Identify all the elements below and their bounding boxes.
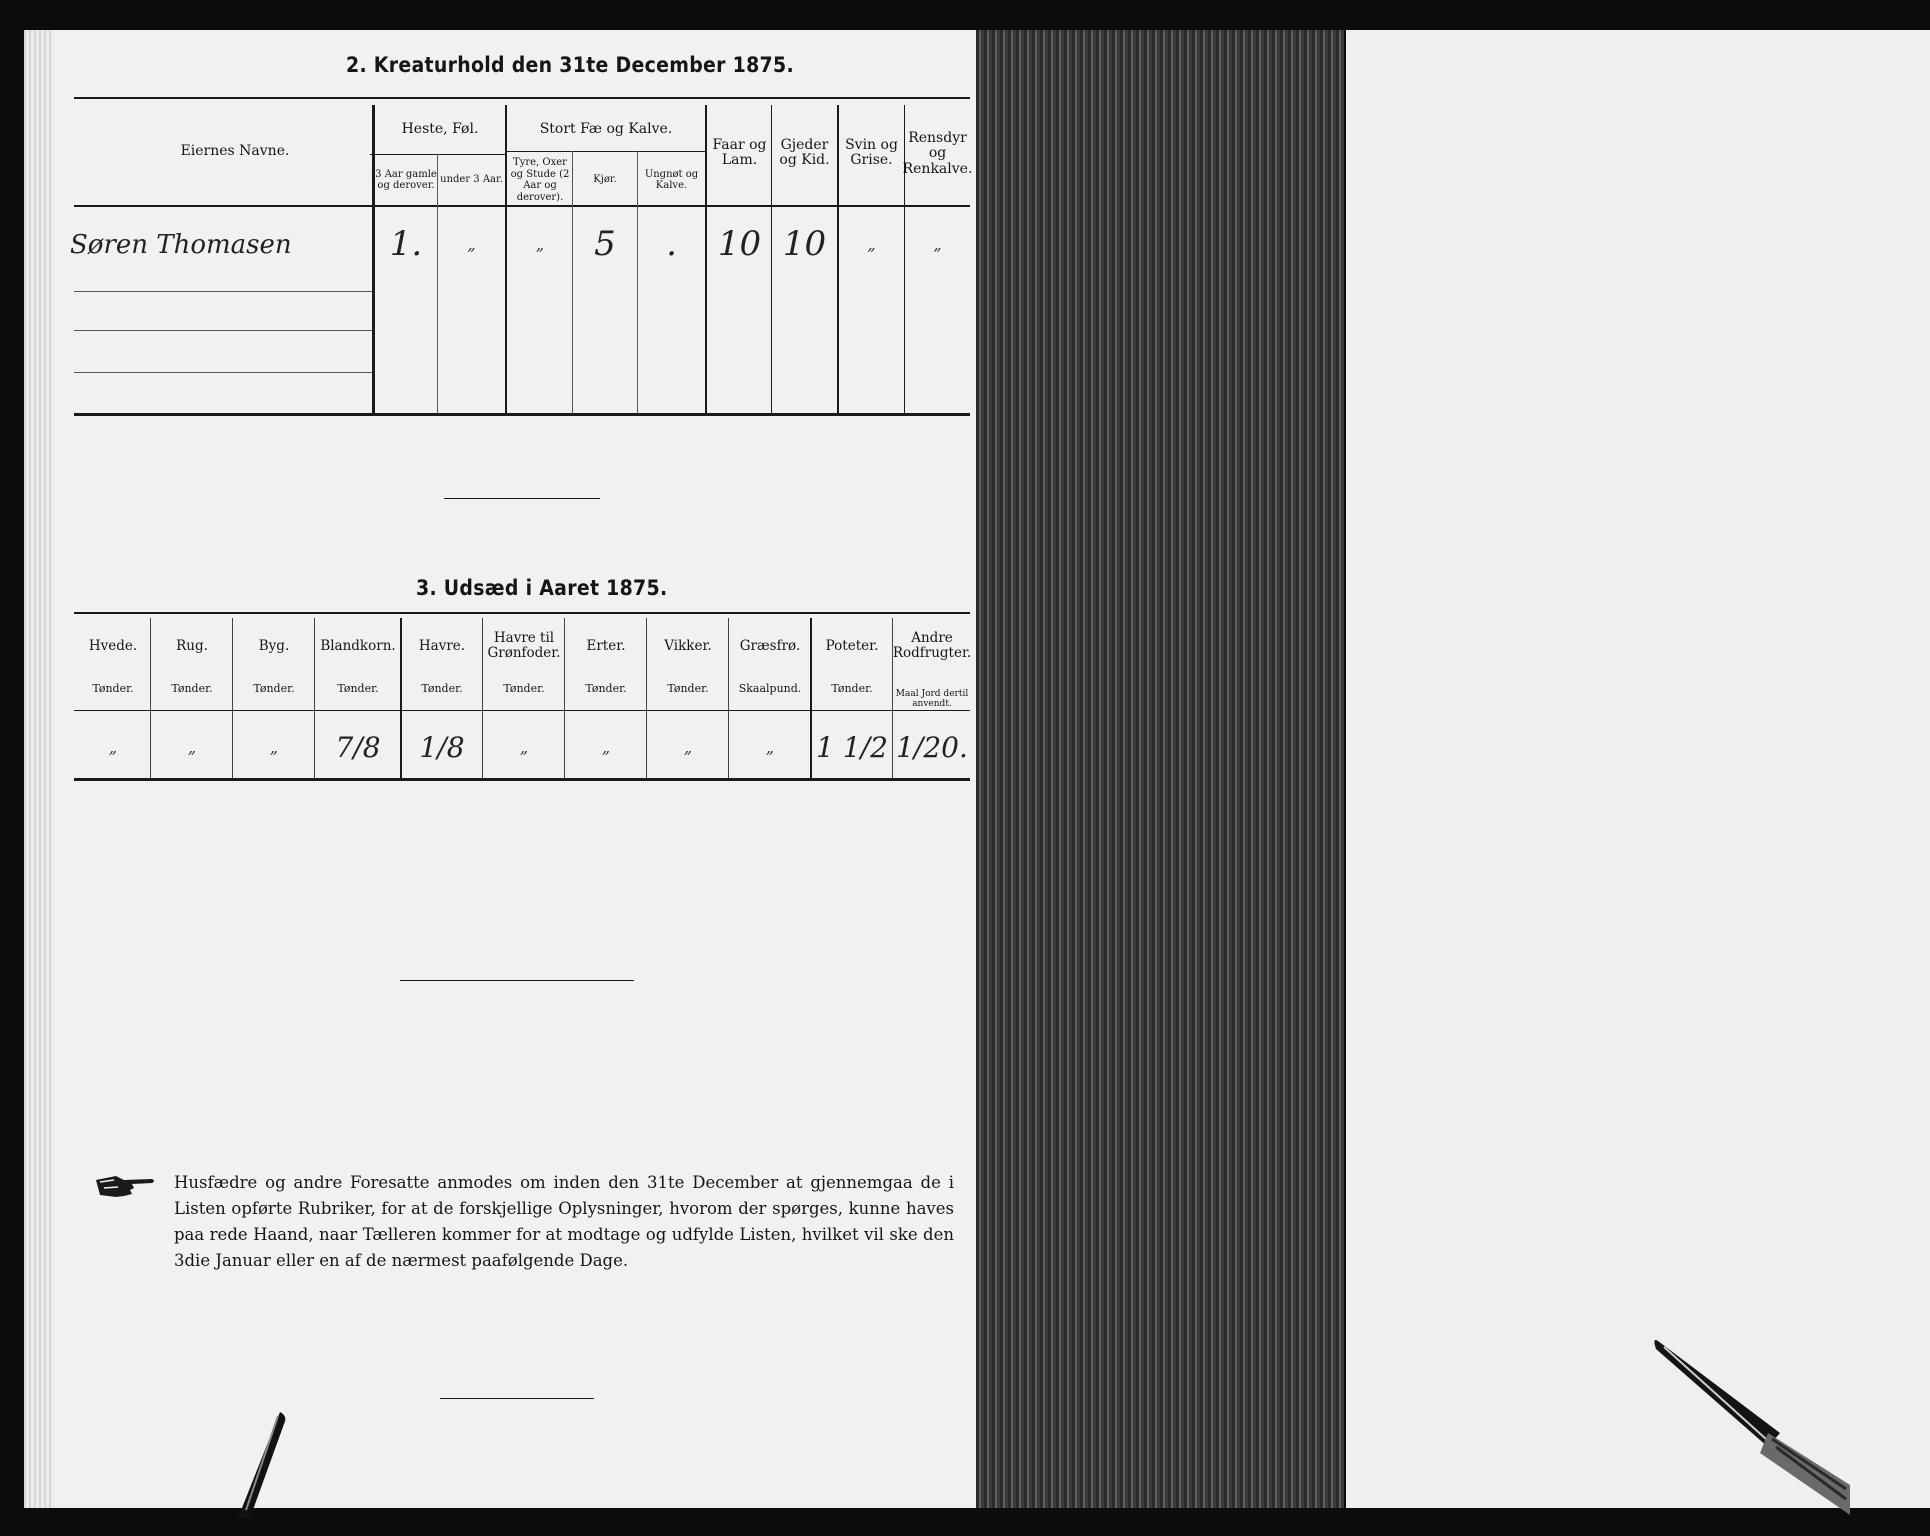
crop-header: Andre Rodfrugter. [892, 630, 972, 661]
crop-value: „ [683, 738, 693, 758]
crop-unit: Tønder. [503, 681, 545, 695]
crop-value: „ [765, 738, 775, 758]
calves-value: . [666, 224, 677, 265]
crop-value: „ [187, 738, 197, 758]
header-reindeer: Rensdyr og Renkalve. [902, 129, 973, 177]
header-cattle: Stort Fæ og Kalve. [539, 121, 673, 138]
page-edge [24, 30, 54, 1508]
divider [440, 1398, 594, 1399]
crop-header: Græsfrø. [739, 637, 801, 654]
col-rule [314, 618, 315, 778]
goats-value: 10 [782, 224, 827, 265]
crop-unit: Tønder. [92, 681, 134, 695]
crop-header: Byg. [258, 637, 290, 654]
writing-line [74, 372, 374, 373]
horses-young-value: „ [467, 235, 476, 255]
header-pigs: Svin og Grise. [845, 136, 898, 168]
header-horses-old: 3 Aar gamle og derover. [375, 168, 437, 191]
crop-value: 1 1/2 [816, 730, 888, 764]
col-rule [150, 618, 151, 778]
crop-unit: Tønder. [253, 681, 295, 695]
table2-header-rule [74, 205, 970, 207]
col-rule [564, 618, 565, 778]
crop-header: Havre. [418, 637, 466, 654]
header-goats: Gjeder og Kid. [779, 136, 830, 168]
table3-bottom-rule [74, 778, 970, 781]
book-gutter [976, 30, 1344, 1508]
header-owner: Eiernes Navne. [180, 143, 290, 160]
crop-unit: Maal Jord dertil anvendt. [895, 688, 969, 709]
section2-title: 2. Kreaturhold den 31te December 1875. [346, 53, 794, 77]
crop-header: Hvede. [88, 637, 138, 654]
horses-old-value: 1. [389, 224, 423, 265]
crop-header: Blandkorn. [320, 637, 396, 654]
crop-value: 1/20. [896, 730, 968, 764]
crop-unit: Skaalpund. [738, 681, 802, 695]
cows-value: 5 [594, 224, 616, 265]
header-calves: Ungnøt og Kalve. [644, 168, 699, 191]
section3-title: 3. Udsæd i Aaret 1875. [416, 576, 668, 600]
pen-icon [230, 1410, 290, 1520]
col-rule [482, 618, 483, 778]
col-rule [705, 105, 707, 415]
bulls-value: „ [535, 235, 545, 255]
header-bulls: Tyre, Oxer og Stude (2 Aar og derover). [510, 157, 570, 203]
header-sheep: Faar og Lam. [712, 136, 767, 168]
crop-value: „ [108, 738, 118, 758]
col-rule [505, 105, 507, 415]
divider [444, 498, 600, 499]
pigs-value: „ [867, 235, 876, 255]
crop-value: 7/8 [335, 730, 381, 764]
header-horses: Heste, Føl. [401, 121, 479, 138]
crop-header: Havre til Grønfoder. [487, 630, 561, 661]
crop-unit: Tønder. [421, 681, 463, 695]
rule [505, 151, 705, 152]
writing-line [74, 291, 374, 292]
crop-unit: Tønder. [337, 681, 379, 695]
crop-header: Erter. [586, 637, 626, 654]
writing-line [74, 330, 374, 331]
reindeer-value: „ [933, 235, 942, 255]
col-rule [728, 618, 729, 778]
pen-icon [1650, 1335, 1850, 1515]
crop-header: Poteter. [825, 637, 879, 654]
crop-header: Rug. [176, 637, 208, 654]
crop-value: „ [269, 738, 279, 758]
crop-unit: Tønder. [831, 681, 873, 695]
table3-header-rule [74, 710, 970, 711]
table3-top-rule [74, 612, 970, 614]
crop-unit: Tønder. [585, 681, 627, 695]
crop-unit: Tønder. [667, 681, 709, 695]
pointing-hand-icon [94, 1170, 156, 1200]
divider [400, 980, 634, 981]
col-rule [232, 618, 233, 778]
owner-name: Søren Thomasen [70, 229, 292, 260]
crop-value: 1/8 [419, 730, 465, 764]
crop-unit: Tønder. [171, 681, 213, 695]
header-horses-young: under 3 Aar. [440, 174, 503, 186]
header-cows: Kjør. [593, 174, 617, 186]
table2-bottom-rule [74, 413, 970, 416]
col-rule [646, 618, 647, 778]
table2-top-rule [74, 97, 970, 99]
notice-text: Husfædre og andre Foresatte anmodes om inden den 31te December at gjennemgaa de i Listen opførte Rubriker, for at de forskjellige Oplysninger, hvorom der spørges, kunne haves paa rede Haand, naar Tælleren kommer for at modtage og udfylde Listen, hvilket vil ske den 3die Januar eller en af de nærmest paafølgende Dage. [174, 1173, 954, 1270]
crop-value: „ [519, 738, 529, 758]
sheep-value: 10 [717, 224, 762, 265]
crop-header: Vikker. [664, 637, 712, 654]
crop-value: „ [601, 738, 611, 758]
right-page [1346, 30, 1930, 1508]
